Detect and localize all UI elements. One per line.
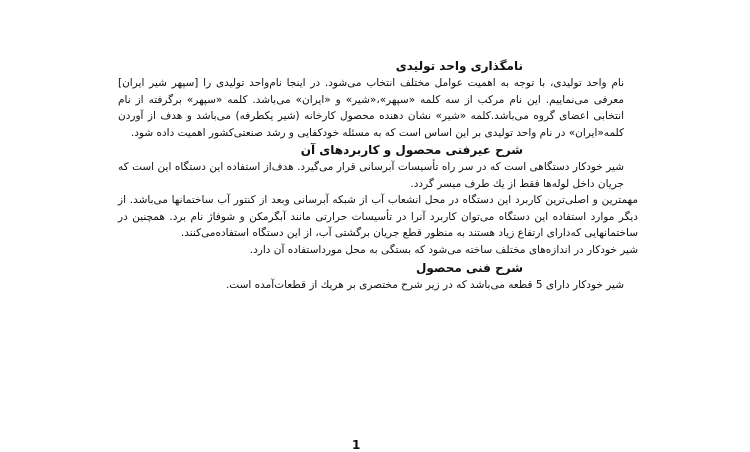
section-heading-non-technical-description: شرح عیرفنی محصول و کاربردهای آن xyxy=(300,143,523,157)
document-body xyxy=(118,58,638,294)
section-heading-technical-description: شرح فنی محصول xyxy=(415,261,523,275)
paragraph-purpose: شیر خودکار دستگاهی است که در سر راه تأسیسات آبرسانی قرار می‌گیرد. هدف‌از استفاده این دستگاه این است که جریان داخل لوله‌ها فقط از یك طرف میسر گردد. xyxy=(118,161,624,190)
paragraph-applications: مهمترین و اصلی‌ترین کاربرد این دستگاه در محل انشعاب آب از شبکه آبرسانی وبعد از کنتور آب ساختمانها می‌باشد. از دیگر موارد استفاده این دستگاه می‌توان کاربرد آنرا در تأسیسات حرارتی مانند آبگرمکن و شوفاژ نام برد. همچنین در ساختمانهایی که‌دارای ارتفاع زیاد هستند به منظور قطع جریان برگشتی آب، از این دستگاه استفاده‌می‌کنند. xyxy=(118,194,638,239)
section-heading-naming: نامگذاری واحد تولیدی xyxy=(395,59,523,73)
paragraph-parts: شیر خودکار دارای 5 قطعه می‌باشد که در زیر شرح مختصری بر هریك از قطعات‌آمده است. xyxy=(225,279,624,291)
paragraph-naming: نام واحد تولیدی، با توجه به اهمیت عوامل مختلف انتخاب می‌شود. در اینجا نام‌واحد تولیدی را [سپهر شیر ایران] معرفی می‌نماییم. این نام مرکب از سه کلمه «سپهر»،«شیر» و «ایران» می‌باشد. کلمه «سپهر» برگرفته از نام انتخابی اعضای گروه می‌باشد.کلمه «شیر» نشان دهنده محصول کارخانه (شیر یکطرفه) می‌باشد و هدف از آوردن کلمه«ایران» در نام واحد تولیدی بر این اساس است که به مسئله خودکفایی و رشد صنعتی‌کشور اهمیت داده شود. xyxy=(118,77,624,139)
paragraph-sizes: شیر خودکار در اندازه‌های مختلف ساخته می‌شود که بستگی به محل مورداستفاده آن دارد. xyxy=(249,243,638,256)
page-number: 1 xyxy=(352,438,361,452)
